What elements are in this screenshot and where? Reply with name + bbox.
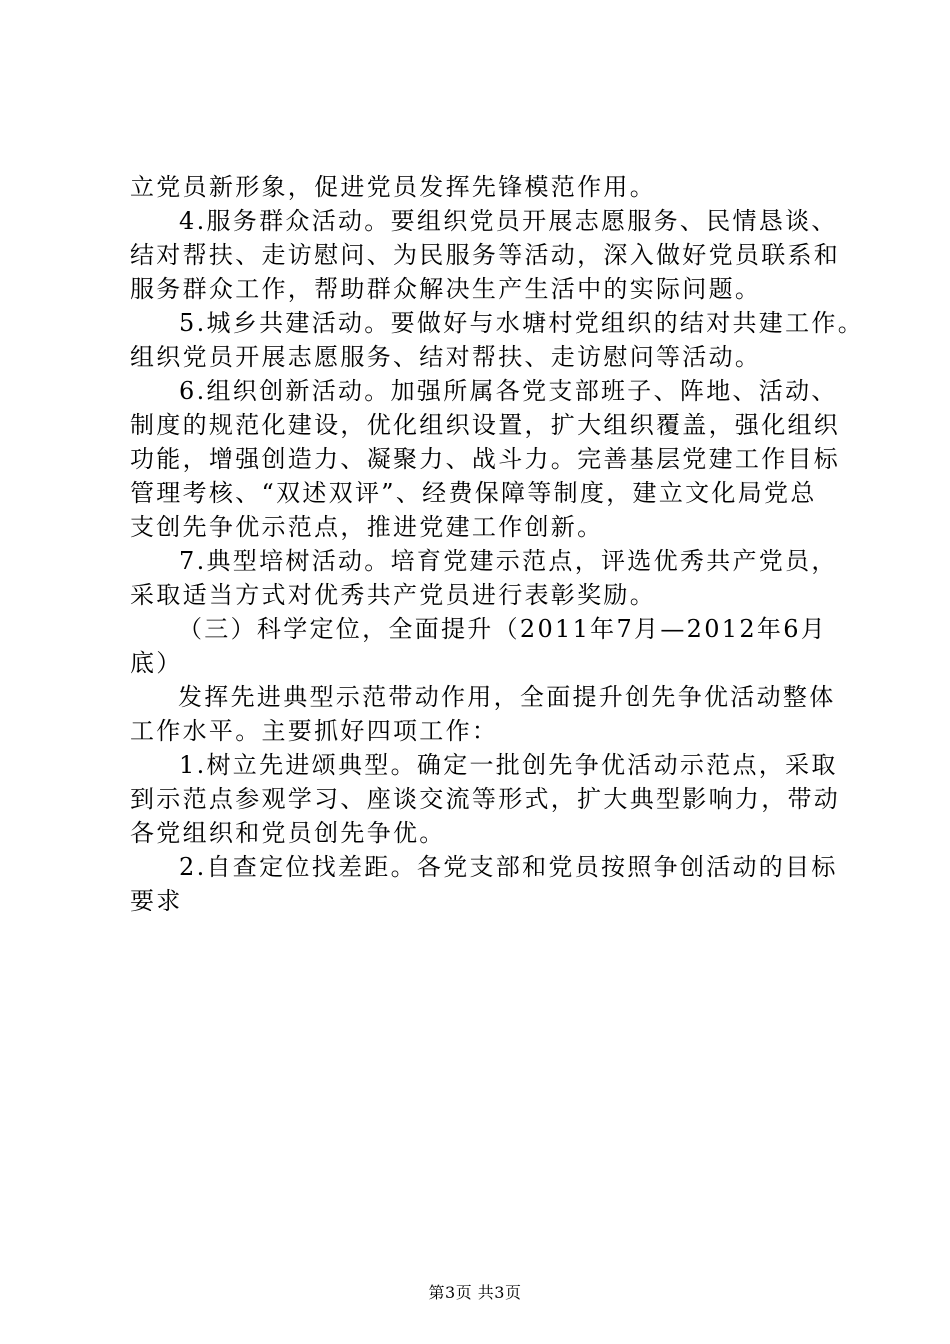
text-line: 支创先争优示范点，推进党建工作创新。 xyxy=(130,513,604,541)
text-line: 到示范点参观学习、座谈交流等形式，扩大典型影响力，带动 xyxy=(130,785,841,813)
text-line: 采取适当方式对优秀共产党员进行表彰奖励。 xyxy=(130,581,656,609)
document-body xyxy=(130,170,864,918)
text-line: 要求 xyxy=(130,887,183,915)
page-number-footer: 第3页 共3页 xyxy=(428,1283,522,1302)
text-line: 制度的规范化建设，优化组织设置，扩大组织覆盖，强化组织 xyxy=(130,411,841,439)
text-line: 4.服务群众活动。要组织党员开展志愿服务、民情恳谈、 xyxy=(179,207,838,235)
section-heading-continued: 底） xyxy=(130,649,183,677)
text-line: 1.树立先进颂典型。确定一批创先争优活动示范点，采取 xyxy=(179,751,838,779)
text-line: 5.城乡共建活动。要做好与水塘村党组织的结对共建工作。 xyxy=(179,309,864,337)
text-line: 立党员新形象，促进党员发挥先锋模范作用。 xyxy=(130,173,656,201)
text-line: 功能，增强创造力、凝聚力、战斗力。完善基层党建工作目标 xyxy=(130,445,841,473)
text-line: 6.组织创新活动。加强所属各党支部班子、阵地、活动、 xyxy=(179,377,838,405)
section-heading: （三）科学定位，全面提升（2011年7月—2012年6月 xyxy=(178,615,828,643)
text-line: 服务群众工作，帮助群众解决生产生活中的实际问题。 xyxy=(130,275,762,303)
text-line: 发挥先进典型示范带动作用，全面提升创先争优活动整体 xyxy=(178,683,836,711)
text-line: 组织党员开展志愿服务、结对帮扶、走访慰问等活动。 xyxy=(130,343,762,371)
text-line: 各党组织和党员创先争优。 xyxy=(130,819,446,847)
text-line: 工作水平。主要抓好四项工作： xyxy=(130,717,499,745)
text-line: 2.自查定位找差距。各党支部和党员按照争创活动的目标 xyxy=(179,853,838,881)
text-line: 7.典型培树活动。培育党建示范点，评选优秀共产党员， xyxy=(179,547,838,575)
text-line: 结对帮扶、走访慰问、为民服务等活动，深入做好党员联系和 xyxy=(130,241,841,269)
text-line: 管理考核、“双述双评”、经费保障等制度，建立文化局党总 xyxy=(130,479,817,507)
